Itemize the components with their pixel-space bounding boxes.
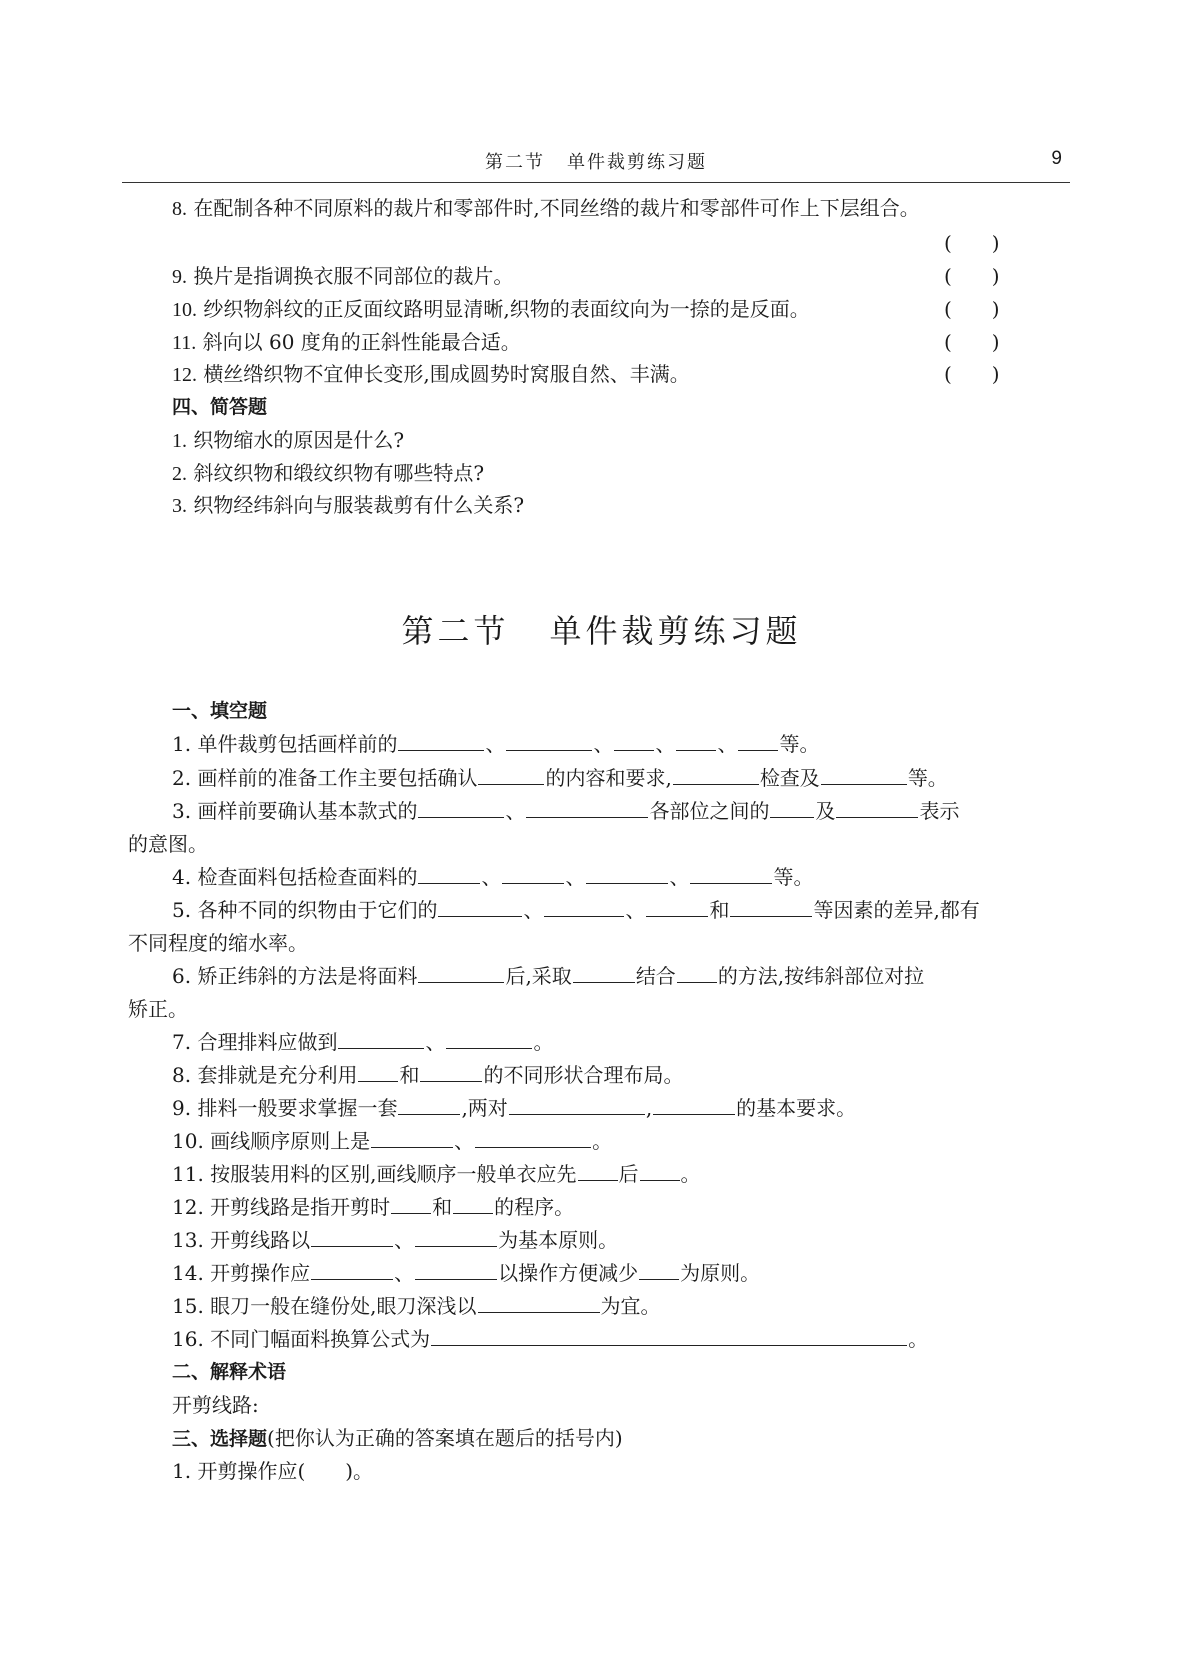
- terms-item: 开剪线路:: [172, 1393, 259, 1417]
- text-segment: 、: [505, 799, 526, 823]
- answer-blank[interactable]: [398, 730, 484, 751]
- text-segment: ,: [645, 1096, 653, 1120]
- text-segment: 13. 开剪线路以: [172, 1228, 311, 1252]
- answer-bracket[interactable]: ( ): [944, 330, 1000, 354]
- text-segment: 15. 眼刀一般在缝份处,眼刀深浅以: [172, 1294, 477, 1318]
- text-segment: 各部位之间的: [649, 799, 770, 823]
- choice-heading: 三、选择题: [172, 1428, 268, 1450]
- answer-blank[interactable]: [418, 962, 504, 983]
- fill-question-3: [172, 797, 959, 825]
- answer-blank[interactable]: [415, 1259, 497, 1280]
- running-section: 第二节: [485, 152, 545, 173]
- item-number: 12.: [172, 364, 197, 386]
- answer-bracket[interactable]: ( ): [944, 362, 1000, 386]
- text-segment: 4. 检查面料包括检查面料的: [172, 865, 418, 889]
- section-heading: 单件裁剪练习题: [549, 612, 802, 650]
- item-text: 织物经纬斜向与服装裁剪有什么关系?: [193, 493, 525, 517]
- text-segment: 。: [592, 1129, 613, 1153]
- answer-blank[interactable]: [646, 896, 708, 917]
- judgment-item-12: [172, 360, 690, 389]
- text-segment: 的不同形状合理布局。: [483, 1063, 684, 1087]
- text-segment: 7. 合理排料应做到: [172, 1030, 338, 1054]
- answer-blank[interactable]: [676, 730, 716, 751]
- answer-blank[interactable]: [446, 1028, 532, 1049]
- item-number: 9.: [172, 266, 187, 288]
- fill-question-6: [172, 962, 924, 990]
- fill-question-15: [172, 1292, 661, 1320]
- answer-blank[interactable]: [573, 962, 635, 983]
- item-number: 2.: [172, 463, 187, 485]
- answer-blank[interactable]: [391, 1193, 431, 1214]
- text-segment: 后: [618, 1162, 639, 1186]
- judgment-item-8: [172, 194, 920, 223]
- answer-blank[interactable]: [770, 797, 814, 818]
- text-segment: 。: [908, 1327, 929, 1351]
- text-segment: 以操作方便减少: [498, 1261, 639, 1285]
- text-segment: 、: [523, 898, 544, 922]
- text-segment: 。: [680, 1162, 701, 1186]
- terms-heading: 二、解释术语: [172, 1361, 287, 1383]
- text-segment: 、: [655, 732, 676, 756]
- choice-question-1: [172, 1457, 373, 1485]
- text-segment: 、: [394, 1228, 415, 1252]
- fill-question-9: [172, 1094, 856, 1122]
- text-segment: 、: [425, 1030, 446, 1054]
- text-segment: 等。: [907, 766, 948, 790]
- text-segment: 、: [481, 865, 502, 889]
- answer-blank[interactable]: [420, 1061, 482, 1082]
- fill-question-5-continued: 不同程度的缩水率。: [128, 931, 308, 955]
- running-title: [122, 148, 1070, 174]
- text-segment: 11. 按服装用料的区别,画线顺序一般单衣应先: [172, 1162, 577, 1186]
- fill-question-3-continued: 的意图。: [128, 832, 208, 856]
- answer-blank[interactable]: [526, 797, 648, 818]
- text-segment: 等。: [779, 732, 820, 756]
- answer-bracket[interactable]: ( ): [944, 264, 1000, 288]
- text-segment: 和: [399, 1063, 420, 1087]
- text-segment: 10. 画线顺序原则上是: [172, 1129, 371, 1153]
- fill-question-14: [172, 1259, 760, 1287]
- text-segment: 1. 单件裁剪包括画样前的: [172, 732, 398, 756]
- item-number: 10.: [172, 299, 197, 321]
- running-chapter-title: 单件裁剪练习题: [567, 152, 707, 173]
- answer-blank[interactable]: [677, 962, 717, 983]
- text-segment: 、: [625, 898, 646, 922]
- answer-blank[interactable]: [502, 863, 564, 884]
- text-segment: 、: [593, 732, 614, 756]
- answer-blank[interactable]: [506, 730, 592, 751]
- short-answer-item-1: [172, 426, 404, 455]
- text-segment: 、: [565, 865, 586, 889]
- item-text: 斜向以 60 度角的正斜性能最合适。: [202, 330, 521, 354]
- answer-blank[interactable]: [398, 1094, 460, 1115]
- text-segment: 检查及: [759, 766, 820, 790]
- fill-question-2: [172, 764, 948, 792]
- text-segment: 、: [669, 865, 690, 889]
- fill-question-16: [172, 1325, 928, 1353]
- text-segment: 、: [394, 1261, 415, 1285]
- fill-question-5: [172, 896, 980, 924]
- answer-blank[interactable]: [836, 797, 918, 818]
- answer-blank[interactable]: [431, 1325, 907, 1346]
- answer-blank[interactable]: [509, 1094, 645, 1115]
- answer-blank[interactable]: [653, 1094, 735, 1115]
- answer-blank[interactable]: [311, 1226, 393, 1247]
- text-segment: 12. 开剪线路是指开剪时: [172, 1195, 391, 1219]
- choice-note: (把你认为正确的答案填在题后的括号内): [267, 1426, 623, 1450]
- item-number: 11.: [172, 332, 197, 354]
- fill-question-13: [172, 1226, 618, 1254]
- answer-blank[interactable]: [614, 730, 654, 751]
- item-number: 1.: [172, 430, 187, 452]
- text-segment: 和: [709, 898, 730, 922]
- answer-blank[interactable]: [821, 764, 907, 785]
- text-segment: 8. 套排就是充分利用: [172, 1063, 358, 1087]
- text-segment: )。: [345, 1459, 374, 1483]
- text-segment: 后,采取: [505, 964, 572, 988]
- text-segment: 的程序。: [494, 1195, 575, 1219]
- item-text: 横丝绺织物不宜伸长变形,围成圆势时窝服自然、丰满。: [203, 362, 690, 386]
- answer-blank[interactable]: [544, 896, 624, 917]
- fill-question-6-continued: 矫正。: [128, 997, 188, 1021]
- text-segment: 16. 不同门幅面料换算公式为: [172, 1327, 431, 1351]
- answer-blank[interactable]: [640, 1160, 680, 1181]
- answer-blank[interactable]: [311, 1259, 393, 1280]
- answer-blank[interactable]: [673, 764, 759, 785]
- text-segment: 结合: [635, 964, 676, 988]
- text-segment: 9. 排料一般要求掌握一套: [172, 1096, 398, 1120]
- section-label: 第二节: [401, 612, 510, 650]
- item-text: 在配制各种不同原料的裁片和零部件时,不同丝绺的裁片和零部件可作上下层组合。: [193, 196, 920, 220]
- text-segment: 为宜。: [600, 1294, 661, 1318]
- fill-question-10: [172, 1127, 612, 1155]
- judgment-item-9: [172, 262, 513, 291]
- text-segment: 为原则。: [680, 1261, 761, 1285]
- fill-question-8: [172, 1061, 683, 1089]
- text-segment: 、: [717, 732, 738, 756]
- text-segment: 和: [432, 1195, 453, 1219]
- answer-blank[interactable]: [639, 1259, 679, 1280]
- text-segment: 的基本要求。: [736, 1096, 857, 1120]
- short-answer-item-3: [172, 491, 524, 520]
- answer-blank[interactable]: [475, 1127, 591, 1148]
- item-text: 织物缩水的原因是什么?: [193, 428, 405, 452]
- fill-question-11: [172, 1160, 701, 1188]
- text-segment: 及: [815, 799, 836, 823]
- answer-blank[interactable]: [478, 1292, 600, 1313]
- text-segment: 、: [454, 1129, 475, 1153]
- answer-blank[interactable]: [438, 896, 522, 917]
- answer-blank[interactable]: [371, 1127, 453, 1148]
- short-answer-item-2: [172, 459, 484, 488]
- short-answer-heading: 四、简答题: [172, 396, 268, 418]
- text-segment: 6. 矫正纬斜的方法是将面料: [172, 964, 418, 988]
- answer-bracket[interactable]: ( ): [944, 231, 1000, 255]
- text-segment: 2. 画样前的准备工作主要包括确认: [172, 766, 478, 790]
- section-title: [0, 606, 1203, 652]
- fill-question-4: [172, 863, 813, 891]
- answer-blank[interactable]: [358, 1061, 398, 1082]
- item-text: 斜纹织物和缎纹织物有哪些特点?: [193, 461, 485, 485]
- answer-blank[interactable]: [586, 863, 668, 884]
- answer-bracket[interactable]: ( ): [944, 297, 1000, 321]
- text-segment: 表示: [919, 799, 960, 823]
- answer-blank[interactable]: [418, 797, 504, 818]
- answer-blank[interactable]: [730, 896, 812, 917]
- answer-blank[interactable]: [478, 764, 544, 785]
- text-segment: 5. 各种不同的织物由于它们的: [172, 898, 438, 922]
- text-segment: 为基本原则。: [498, 1228, 619, 1252]
- fill-heading: 一、填空题: [172, 700, 268, 722]
- fill-question-12: [172, 1193, 574, 1221]
- judgment-item-11: [172, 328, 521, 357]
- choice-heading-line: [172, 1424, 623, 1453]
- text-segment: ,两对: [461, 1096, 508, 1120]
- text-segment: 的内容和要求,: [545, 766, 672, 790]
- judgment-item-10: [172, 295, 810, 324]
- answer-blank[interactable]: [738, 730, 778, 751]
- item-number: 8.: [172, 198, 187, 220]
- answer-blank[interactable]: [453, 1193, 493, 1214]
- text-segment: 等。: [773, 865, 814, 889]
- answer-blank[interactable]: [418, 863, 480, 884]
- text-segment: 3. 画样前要确认基本款式的: [172, 799, 418, 823]
- running-header: [122, 146, 1070, 183]
- answer-blank[interactable]: [690, 863, 772, 884]
- item-text: 纱织物斜纹的正反面纹路明显清晰,织物的表面纹向为一捺的是反面。: [203, 297, 810, 321]
- text-segment: 14. 开剪操作应: [172, 1261, 311, 1285]
- item-text: 换片是指调换衣服不同部位的裁片。: [193, 264, 514, 288]
- text-segment: 等因素的差异,都有: [813, 898, 980, 922]
- text-segment: 1. 开剪操作应(: [172, 1459, 306, 1483]
- text-segment: 。: [533, 1030, 554, 1054]
- answer-blank[interactable]: [338, 1028, 424, 1049]
- answer-blank[interactable]: [578, 1160, 618, 1181]
- fill-question-1: [172, 730, 819, 758]
- text-segment: 的方法,按纬斜部位对拉: [717, 964, 925, 988]
- answer-blank[interactable]: [415, 1226, 497, 1247]
- item-number: 3.: [172, 495, 187, 517]
- page-number: 9: [1051, 148, 1062, 169]
- text-segment: 、: [485, 732, 506, 756]
- fill-question-7: [172, 1028, 553, 1056]
